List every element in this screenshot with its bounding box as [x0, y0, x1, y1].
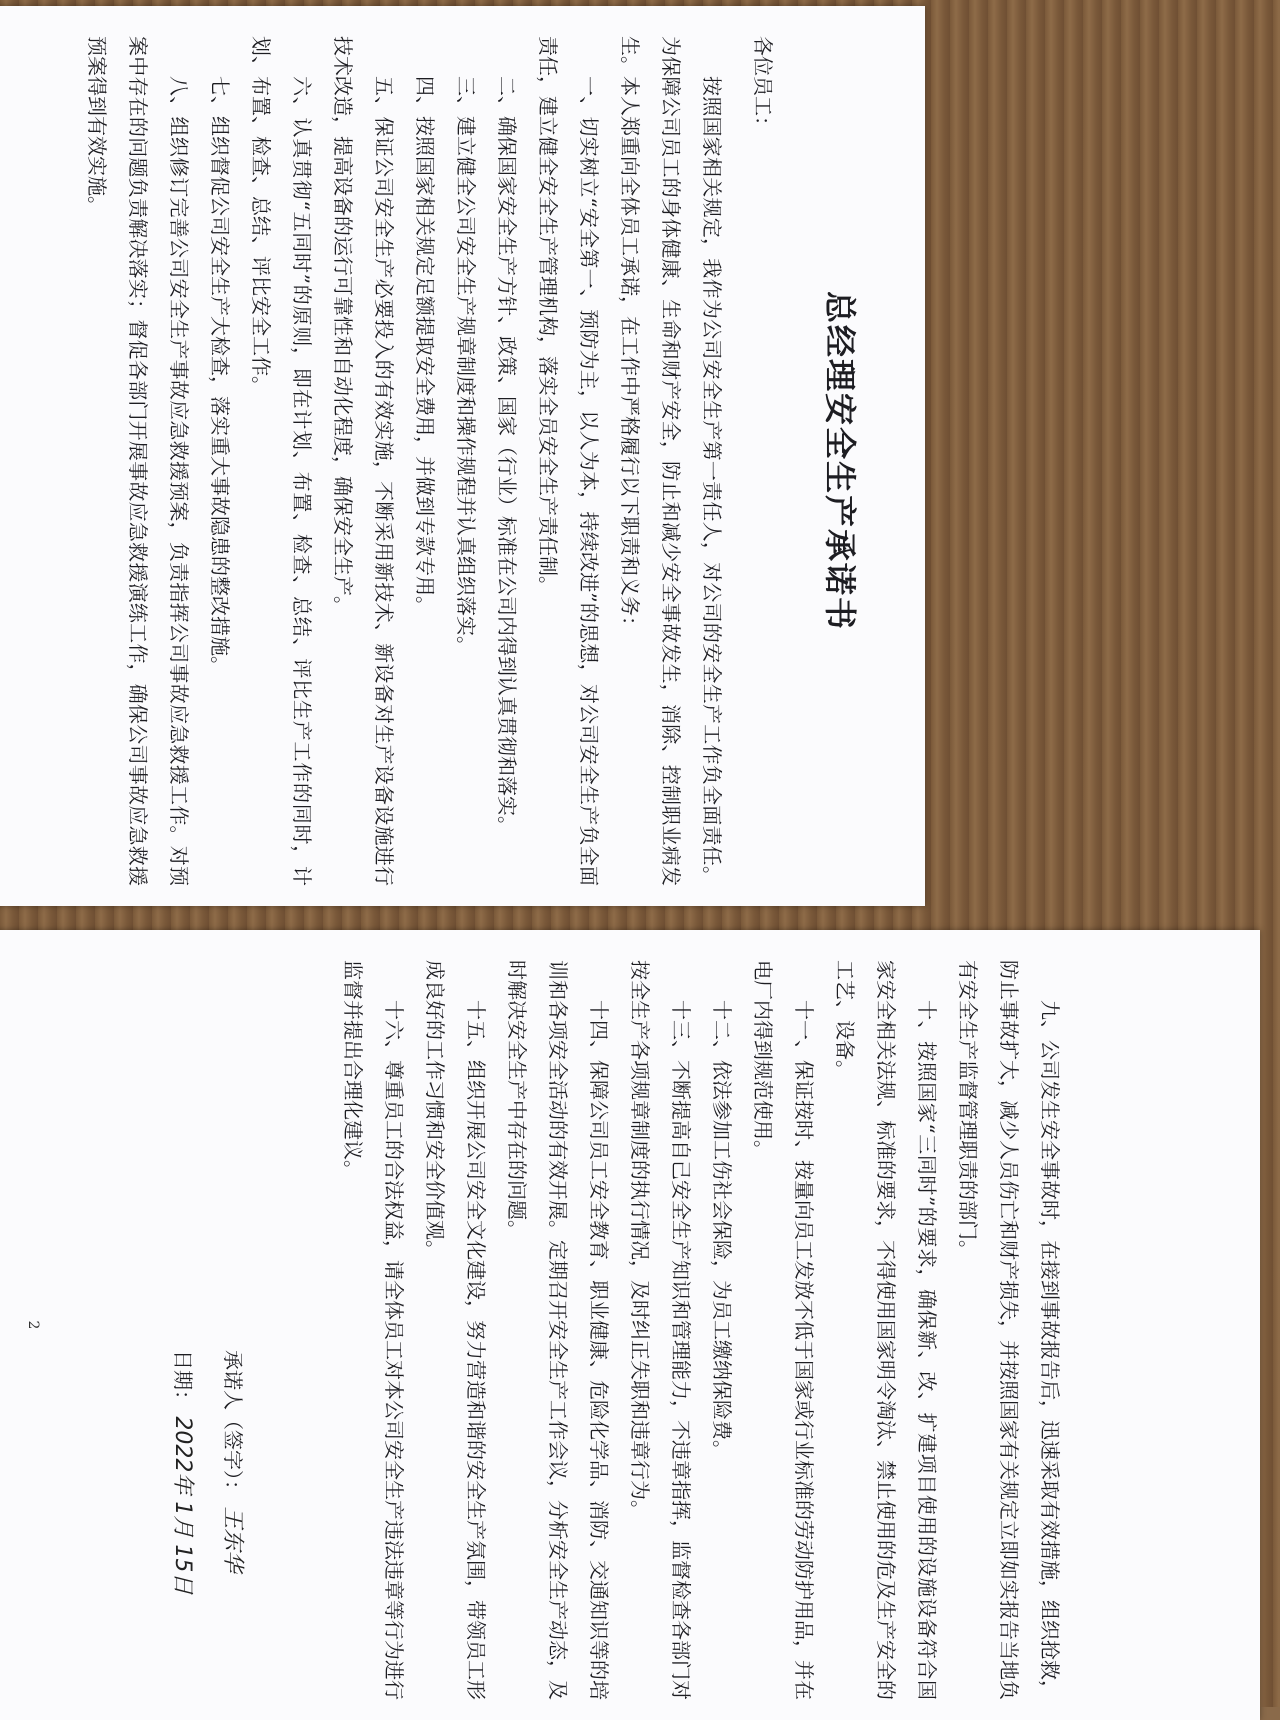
signature-label: 承诺人（签字）： [221, 1350, 245, 1500]
paragraph: 十、按照国家“三同时”的要求，确保新、改、扩建项目使用的设施设备符合国家安全相关法规、标准的要求，不得使用国家明令淘汰、禁止使用的危及生产安全的工艺、设备。 [833, 960, 939, 1700]
paragraph: 八、组织修订完善公司安全生产事故应急救援预案，负责指挥公司事故应急救援工作。对预案中存在的问题负责解决落实；督促各部门开展事故应急救援演练工作，确保公司事故应急救援预案得到有效实施。 [85, 36, 191, 886]
paragraph: 六、认真贯彻“五同时”的原则，即在计划、布置、检查、总结、评比生产工作的同时，计划、布置、检查、总结、评比安全工作。 [249, 36, 314, 886]
salutation: 各位员工： [751, 36, 775, 136]
handwritten-signature: 王东华 [220, 1506, 245, 1573]
handwritten-date: 2022年 1月 15日 [170, 1416, 195, 1595]
signature-line [219, 1350, 250, 1572]
page-number: 2 [25, 1320, 41, 1330]
paragraph: 二、确保国家安全生产方针、政策、国家（行业）标准在公司内得到认真贯彻和落实。 [495, 76, 519, 836]
document-page-2 [0, 930, 1260, 1720]
paragraph: 一、切实树立“安全第一、预防为主，以人为本，持续改进”的思想，对公司安全生产负全面责任，建立健全安全生产管理机构，落实全员安全生产责任制。 [536, 36, 601, 886]
paragraph: 七、组织督促公司安全生产大检查，落实重大事故隐患的整改措施。 [208, 76, 232, 676]
paragraph: 五、保证公司安全生产必要投入的有效实施，不断采用新技术、新设备对生产设备设施进行技术改造，提高设备的运行可靠性和自动化程度，确保安全生产。 [331, 36, 396, 886]
paragraph: 四、按照国家相关规定足额提取安全费用，并做到专款专用。 [413, 76, 437, 616]
document-title: 总经理安全生产承诺书 [821, 290, 859, 631]
page-2-content [332, 960, 1070, 1700]
paragraph: 十五、组织开展公司安全文化建设，努力营造和谐的安全生产氛围，带领员工形成良好的工作习惯和安全价值观。 [423, 960, 488, 1700]
paragraph: 十一、保证按时、按量向员工发放不低于国家或行业标准的劳动防护用品，并在电厂内得到规范使用。 [751, 960, 816, 1700]
paragraph: 按照国家相关规定，我作为公司安全生产第一责任人，对公司的安全生产工作负全面责任。为保障公司员工的身体健康、生命和财产安全，防止和减少安全事故发生，消除、控制职业病发生。本人郑重向全体员工承诺，在工作中严格履行以下职责和义务： [618, 36, 724, 886]
document-page-1 [0, 6, 925, 906]
paragraph: 十二、依法参加工伤社会保险，为员工缴纳保险费。 [710, 1000, 734, 1460]
date-line [169, 1350, 200, 1594]
paragraph: 十四、保障公司员工安全教育、职业健康、危险化学品、消防、交通知识等的培训和各项安全活动的有效开展。定期召开安全生产工作会议，分析安全生产动态，及时解决安全生产中存在的问题。 [505, 960, 611, 1700]
paragraph: 九、公司发生安全事故时，在接到事故报告后，迅速采取有效措施，组织抢救，防止事故扩大，减少人员伤亡和财产损失，并按照国家有关规定立即如实报告当地负有安全生产监督管理职责的部门。 [956, 960, 1062, 1700]
page-1-content [76, 36, 865, 886]
paragraph: 三、建立健全公司安全生产规章制度和操作规程并认真组织落实。 [454, 76, 478, 656]
paragraph: 十三、不断提高自己安全生产知识和管理能力，不违章指挥，监督检查各部门对按全生产各项规章制度的执行情况，及时纠正失职和违章行为。 [628, 960, 693, 1700]
paragraph: 十六、尊重员工的合法权益，请全体员工对本公司安全生产违法违章等行为进行监督并提出合理化建议。 [341, 960, 406, 1700]
date-label: 日期： [171, 1350, 195, 1410]
